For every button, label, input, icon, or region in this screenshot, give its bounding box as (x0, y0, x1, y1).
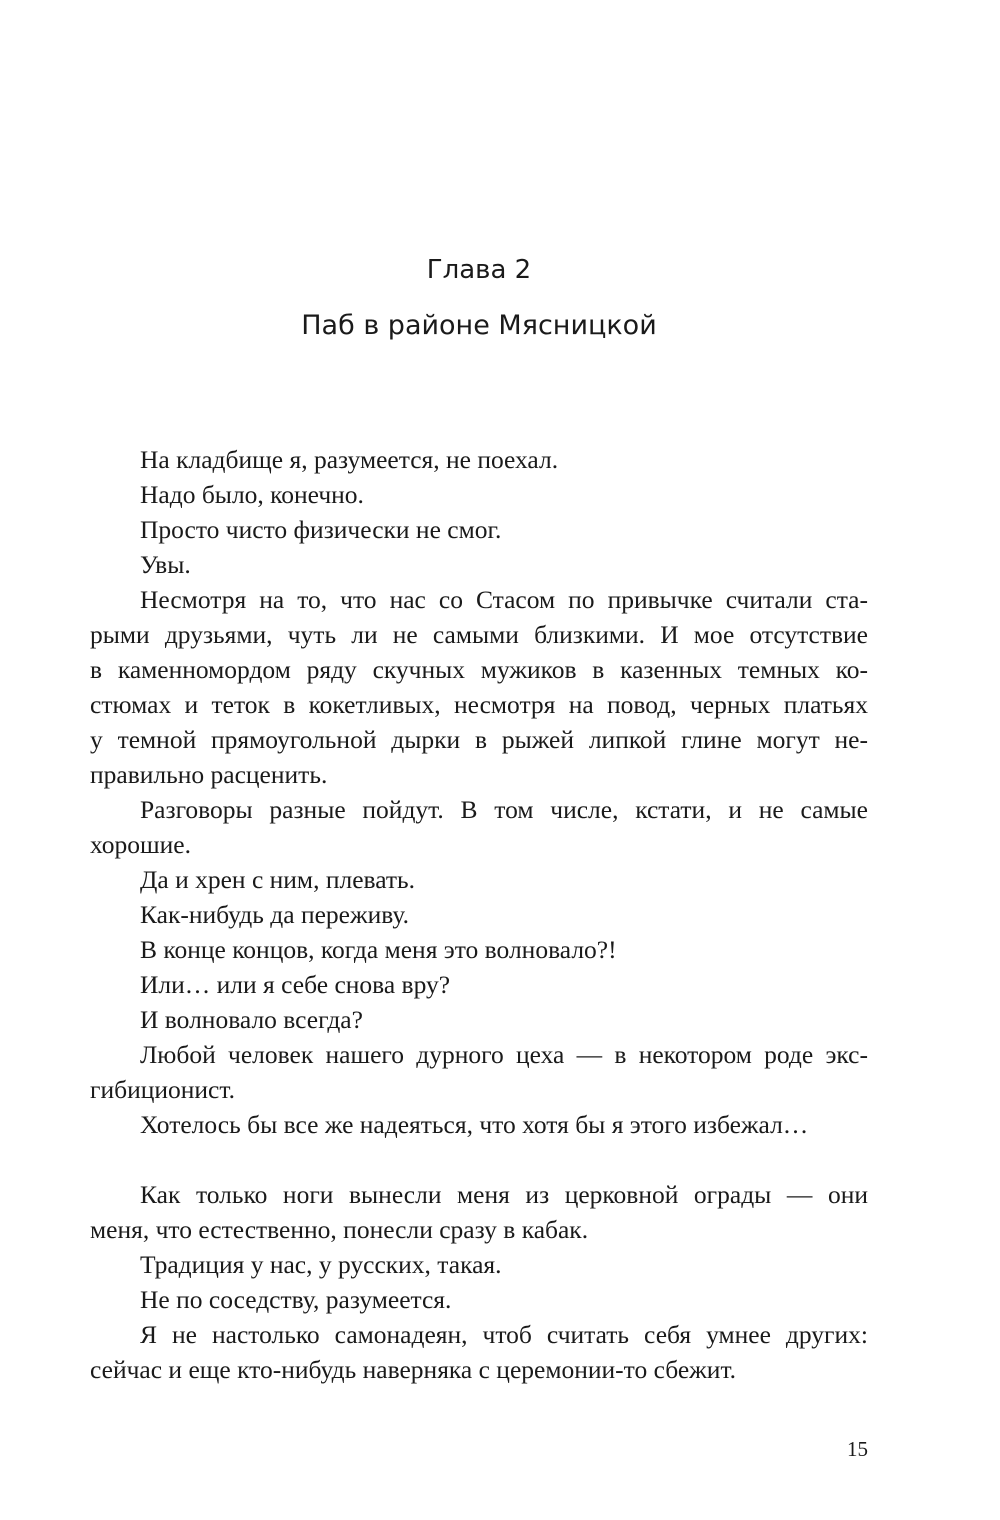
paragraph: Хотелось бы все же надеяться, что хотя бы я этого избежал… (140, 1110, 809, 1139)
chapter-number: Глава 2 (426, 255, 532, 285)
paragraph: В конце концов, когда меня это волновало?! (140, 935, 617, 964)
paragraph-line: гибиционист. (90, 1075, 235, 1104)
paragraph-line: Я не настолько самонадеян, чтоб считать себя умнее других: (140, 1320, 868, 1349)
paragraph: Или… или я себе снова вру? (140, 970, 451, 999)
paragraph: И волновало всегда? (140, 1005, 363, 1034)
paragraph-line: Несмотря на то, что нас со Стасом по привычке считали ста- (140, 585, 868, 614)
paragraph-line: стюмах и теток в кокетливых, несмотря на повод, черных платьях (90, 690, 868, 719)
text-body (90, 442, 868, 1387)
paragraph-line: в каменномордом ряду скучных мужиков в казенных темных ко- (90, 655, 868, 684)
paragraph: Не по соседству, разумеется. (140, 1285, 452, 1314)
paragraph-line: меня, что естественно, понесли сразу в кабак. (90, 1215, 589, 1244)
paragraph: Как-нибудь да переживу. (140, 900, 409, 929)
paragraph-line: у темной прямоугольной дырки в рыжей липкой глине могут не- (90, 725, 868, 754)
chapter-title: Паб в районе Мясницкой (301, 310, 657, 341)
paragraph-line: правильно расценить. (90, 760, 328, 789)
paragraph-line: рыми друзьями, чуть ли не самыми близкими. И мое отсутствие (90, 620, 868, 649)
paragraph: Да и хрен с ним, плевать. (140, 865, 416, 894)
section-break (90, 1142, 868, 1177)
paragraph-line: сейчас и еще кто-нибудь наверняка с церемонии-то сбежит. (90, 1355, 737, 1384)
page-number: 15 (847, 1437, 868, 1461)
paragraph-line: Разговоры разные пойдут. В том числе, кстати, и не самые (140, 795, 868, 824)
paragraph: Просто чисто физически не смог. (140, 515, 502, 544)
paragraph-line: хорошие. (90, 830, 192, 859)
paragraph: На кладбище я, разумеется, не поехал. (140, 445, 559, 474)
paragraph: Увы. (140, 550, 191, 579)
paragraph-line: Любой человек нашего дурного цеха — в некотором роде экс- (140, 1040, 868, 1069)
paragraph: Традиция у нас, у русских, такая. (140, 1250, 502, 1279)
paragraph: Надо было, конечно. (140, 480, 364, 509)
paragraph-line: Как только ноги вынесли меня из церковной ограды — они (140, 1180, 868, 1209)
